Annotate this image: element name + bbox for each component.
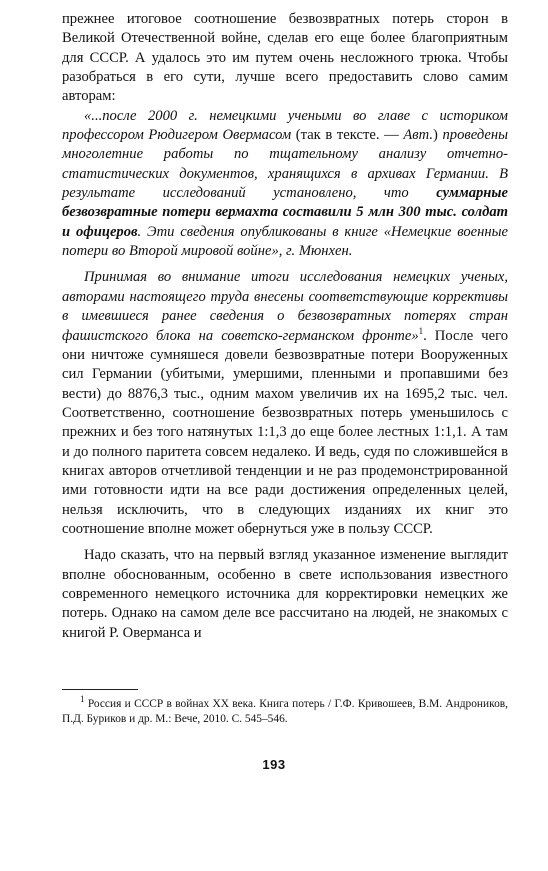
footnote-text: Россия и СССР в войнах XX века. Книга потерь / Г.Ф. Кривошеев, В.М. Андроников, П.Д. Буриков и др. М.: Вече, 2010. С. 545–546. — [62, 698, 508, 725]
footnote — [62, 694, 508, 727]
paragraph-intro: прежнее итоговое соотношение безвозвратных потерь сторон в Великой Отечественной войне, сделав его еще более благоприятным для СССР. А удалось это им путем очень несложного трюка. Чтобы разобраться в его сути, лучше всего предоставить слово самим авторам: — [62, 11, 508, 105]
footnote-divider — [62, 689, 138, 690]
quote-part-1: «...после 2000 г. немецкими учеными во главе с историком профессором Рюдигером Овермасом — [62, 107, 508, 144]
page-number: 193 — [262, 757, 286, 772]
editor-insert-close: ) — [432, 127, 443, 144]
analysis-paragraph — [62, 268, 508, 539]
editor-insert-author: Авт. — [403, 127, 433, 144]
quote-emphasis: суммарные безвозвратные потери вермахта составили 5 млн 300 тыс. солдат и офицеров — [62, 185, 508, 240]
analysis-text: . После чего они ничтоже сумняшеся довели безвозвратные потери Вооруженных сил Германии (убитыми, умершими, пленными и пропавшими без вести) до 8876,3 тыс., одним махом увеличив их на 1695,2 тыс. чел. Соответственно, соотношение безвозвратных потерь уменьшилось с прежних и без того натянутых 1:1,3 до еще более лестных 1:1,1. А там и до полного паритета совсем недалеко. И ведь, судя по сложившейся в книгах авторов отчетливой тенденции и не раз продемонстрированной ими готовности идти на все ради достижения определенных целей, нельзя исключить, что в следующих изданиях их книг это соотношение вполне может обернуться уже в пользу СССР. — [62, 327, 508, 537]
footnote-mark: 1 — [80, 694, 85, 705]
paragraph-conclusion: Надо сказать, что на первый взгляд указанное изменение выглядит вполне обоснованным, особенно в свете использования известного современного немецкого источника для корректировки немецких же потерь. Однако на самом деле все рассчитано на людей, не знакомых с книгой Р. Оверманса и — [62, 547, 508, 641]
quote-part-2: проведены многолетние работы по тщательному анализу отчетно-статистических документов, хранящихся в архивах Германии. В результате исследований установлено, что — [62, 127, 508, 202]
footnote-reference[interactable]: 1 — [418, 325, 424, 336]
editor-insert: (так в тексте. — — [291, 127, 404, 144]
quote-part-3: . Эти сведения опубликованы в книге «Немецкие военные потери во Второй мировой войне», г. Мюнхен. — [62, 223, 509, 260]
quote-paragraph — [62, 107, 508, 262]
main-text — [62, 10, 508, 643]
quote-continuation: Принимая во внимание итоги исследования немецких ученых, авторами настоящего труда внесены соответствующие коррективы в имевшиеся ранее сведения о безвозвратных потерях стран фашистского блока на советско-германском фронте» — [62, 269, 508, 344]
